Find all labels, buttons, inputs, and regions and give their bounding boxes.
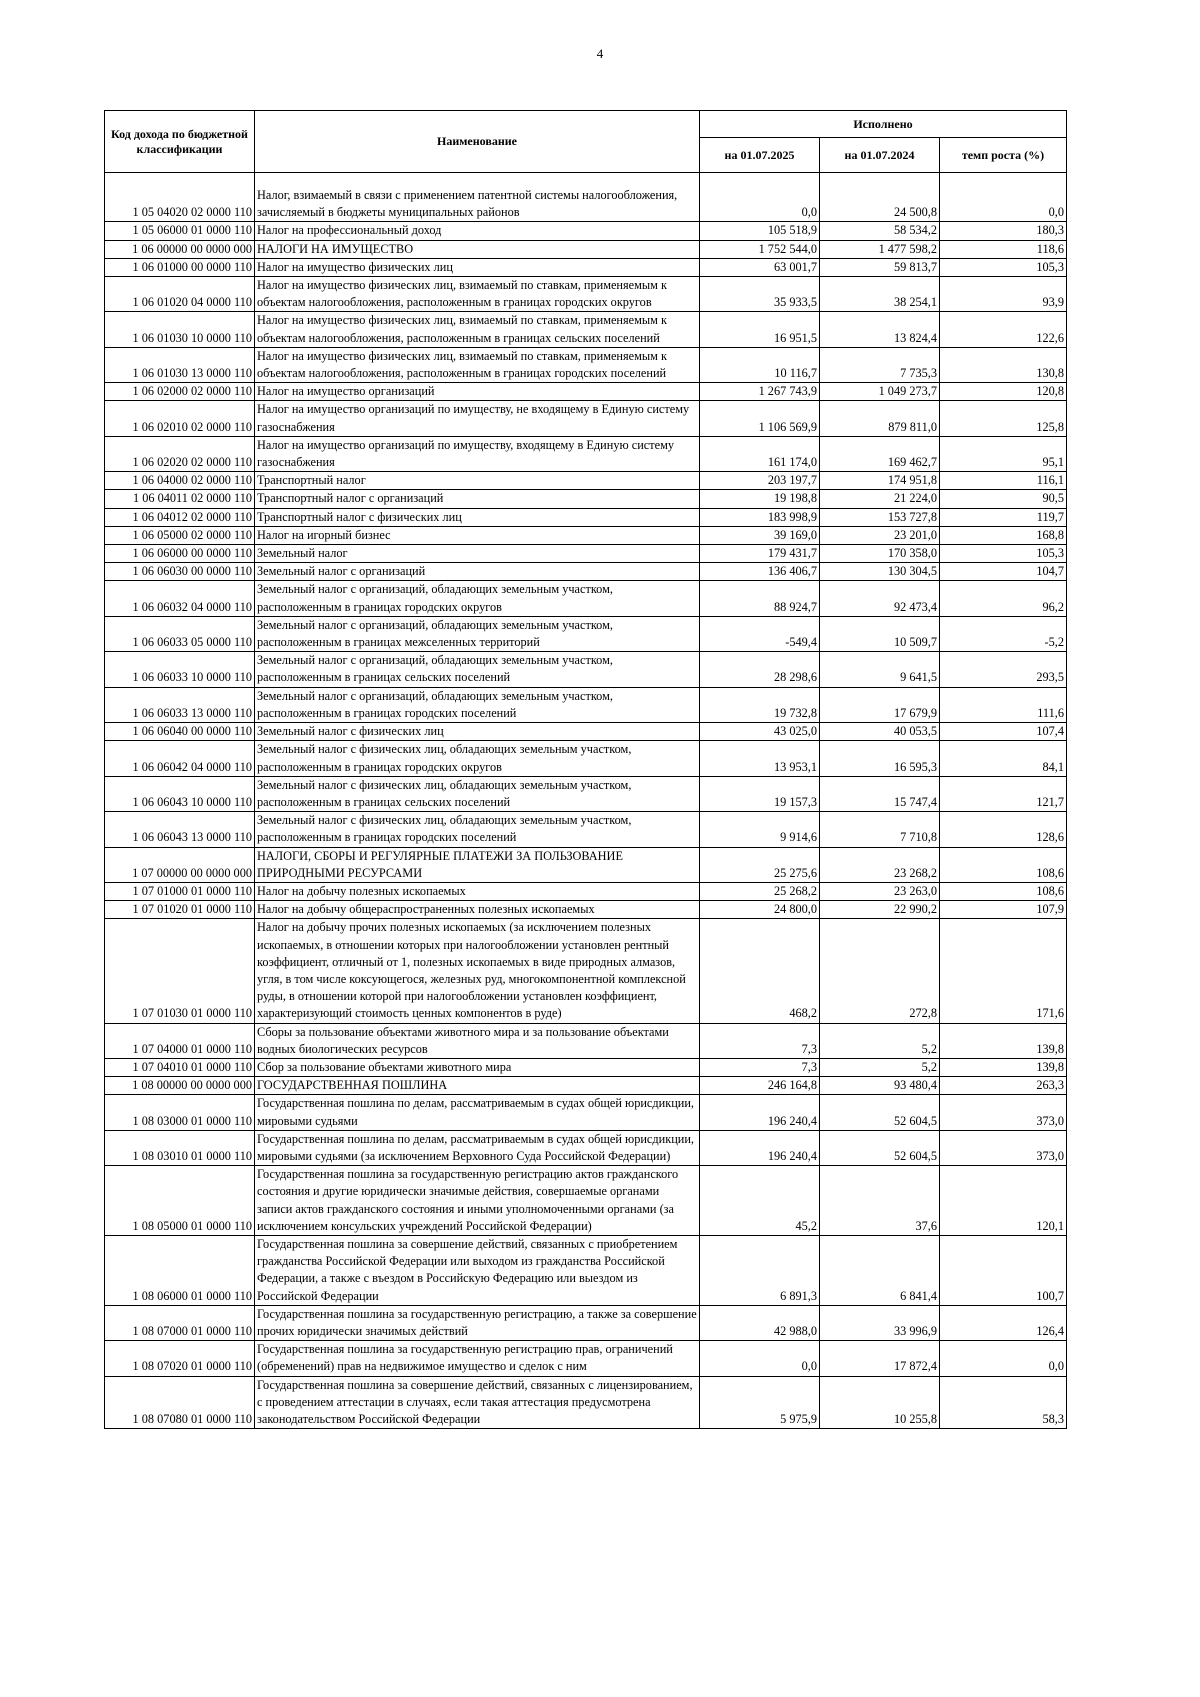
row-code: 1 06 06033 10 0000 110	[105, 652, 255, 687]
row-code: 1 06 00000 00 0000 000	[105, 240, 255, 258]
row-growth: 119,7	[940, 508, 1067, 526]
row-code: 1 06 04000 02 0000 110	[105, 472, 255, 490]
row-value-2025: 39 169,0	[700, 526, 820, 544]
row-value-2024: 174 951,8	[820, 472, 940, 490]
row-value-2025: 16 951,5	[700, 312, 820, 347]
row-name: Земельный налог	[255, 545, 700, 563]
row-code: 1 08 05000 01 0000 110	[105, 1166, 255, 1236]
header-executed: Исполнено	[700, 111, 1067, 138]
row-value-2024: 58 534,2	[820, 222, 940, 240]
table-row	[105, 277, 1067, 312]
table-body	[105, 173, 1067, 1429]
row-name: Налог на добычу прочих полезных ископаемых (за исключением полезных ископаемых, в отношении которых при налогообложении установлен рентный коэффициент, отличный от 1, полезных ископаемых в виде природных алмазов, угля, в том числе коксующегося, железных руд, многокомпонентной комплексной руды, в отношении которой при налогообложении установлен коэффициент, характеризующий стоимость ценных компонентов в руде)	[255, 919, 700, 1023]
table-row	[105, 723, 1067, 741]
row-value-2025: 42 988,0	[700, 1305, 820, 1340]
row-value-2025: -549,4	[700, 616, 820, 651]
row-value-2025: 1 267 743,9	[700, 383, 820, 401]
table-row	[105, 401, 1067, 436]
row-value-2024: 24 500,8	[820, 187, 940, 222]
row-growth: 58,3	[940, 1376, 1067, 1429]
row-growth: 263,3	[940, 1077, 1067, 1095]
table-row	[105, 1058, 1067, 1076]
row-name: ГОСУДАРСТВЕННАЯ ПОШЛИНА	[255, 1077, 700, 1095]
row-growth: 107,9	[940, 901, 1067, 919]
row-name: Налог на имущество физических лиц	[255, 258, 700, 276]
row-code: 1 07 04000 01 0000 110	[105, 1023, 255, 1058]
row-code: 1 06 01030 13 0000 110	[105, 347, 255, 382]
row-name: НАЛОГИ НА ИМУЩЕСТВО	[255, 240, 700, 258]
row-growth: -5,2	[940, 616, 1067, 651]
row-code: 1 06 06032 04 0000 110	[105, 581, 255, 616]
row-value-2024: 23 268,2	[820, 847, 940, 882]
row-name: Земельный налог с физических лиц, обладающих земельным участком, расположенным в границах сельских поселений	[255, 776, 700, 811]
row-value-2025: 19 732,8	[700, 687, 820, 722]
row-growth: 293,5	[940, 652, 1067, 687]
row-growth: 95,1	[940, 436, 1067, 471]
row-code: 1 06 06042 04 0000 110	[105, 741, 255, 776]
row-code: 1 06 06033 13 0000 110	[105, 687, 255, 722]
row-name: Налог на имущество организаций	[255, 383, 700, 401]
row-value-2024: 170 358,0	[820, 545, 940, 563]
row-value-2025: 0,0	[700, 187, 820, 222]
row-name: Земельный налог с организаций, обладающих земельным участком, расположенным в границах городских округов	[255, 581, 700, 616]
row-growth: 0,0	[940, 1341, 1067, 1376]
row-value-2025: 196 240,4	[700, 1095, 820, 1130]
row-code: 1 07 01000 01 0000 110	[105, 882, 255, 900]
row-code: 1 06 06040 00 0000 110	[105, 723, 255, 741]
row-value-2025: 7,3	[700, 1058, 820, 1076]
row-value-2024: 7 735,3	[820, 347, 940, 382]
row-value-2024: 272,8	[820, 919, 940, 1023]
row-code: 1 07 00000 00 0000 000	[105, 847, 255, 882]
row-value-2024: 169 462,7	[820, 436, 940, 471]
row-name: Сборы за пользование объектами животного мира и за пользование объектами водных биологических ресурсов	[255, 1023, 700, 1058]
row-name: Налог на профессиональный доход	[255, 222, 700, 240]
table-row	[105, 383, 1067, 401]
row-code: 1 06 01020 04 0000 110	[105, 277, 255, 312]
table-row	[105, 581, 1067, 616]
row-value-2024: 6 841,4	[820, 1235, 940, 1305]
row-name: Транспортный налог с физических лиц	[255, 508, 700, 526]
row-name: Земельный налог с организаций, обладающих земельным участком, расположенным в границах межселенных территорий	[255, 616, 700, 651]
row-code: 1 07 01020 01 0000 110	[105, 901, 255, 919]
row-growth: 373,0	[940, 1130, 1067, 1165]
row-code: 1 06 06043 13 0000 110	[105, 812, 255, 847]
row-value-2025: 1 752 544,0	[700, 240, 820, 258]
row-value-2024: 52 604,5	[820, 1130, 940, 1165]
row-name: Налог на имущество физических лиц, взимаемый по ставкам, применяемым к объектам налогообложения, расположенным в границах городских округов	[255, 277, 700, 312]
row-growth: 100,7	[940, 1235, 1067, 1305]
row-value-2024: 21 224,0	[820, 490, 940, 508]
table-row	[105, 1166, 1067, 1236]
row-code: 1 06 01030 10 0000 110	[105, 312, 255, 347]
row-value-2025: 25 268,2	[700, 882, 820, 900]
row-value-2024: 9 641,5	[820, 652, 940, 687]
spacer-row	[105, 173, 1067, 188]
row-name: Налог на имущество организаций по имуществу, не входящему в Единую систему газоснабжения	[255, 401, 700, 436]
row-value-2024: 10 509,7	[820, 616, 940, 651]
row-code: 1 06 05000 02 0000 110	[105, 526, 255, 544]
row-name: Земельный налог с организаций	[255, 563, 700, 581]
row-growth: 168,8	[940, 526, 1067, 544]
row-value-2025: 35 933,5	[700, 277, 820, 312]
row-growth: 107,4	[940, 723, 1067, 741]
row-code: 1 08 07000 01 0000 110	[105, 1305, 255, 1340]
row-value-2025: 179 431,7	[700, 545, 820, 563]
row-value-2024: 22 990,2	[820, 901, 940, 919]
row-growth: 84,1	[940, 741, 1067, 776]
row-value-2025: 183 998,9	[700, 508, 820, 526]
table-row	[105, 687, 1067, 722]
row-name: Государственная пошлина за совершение действий, связанных с приобретением гражданства Российской Федерации или выходом из гражданства Российской Федерации, а также с въездом в Российскую Федерацию или выездом из Российской Федерации	[255, 1235, 700, 1305]
row-value-2024: 38 254,1	[820, 277, 940, 312]
row-value-2025: 0,0	[700, 1341, 820, 1376]
row-growth: 108,6	[940, 847, 1067, 882]
row-code: 1 07 04010 01 0000 110	[105, 1058, 255, 1076]
row-name: Земельный налог с физических лиц, обладающих земельным участком, расположенным в границах городских поселений	[255, 812, 700, 847]
row-growth: 122,6	[940, 312, 1067, 347]
row-growth: 104,7	[940, 563, 1067, 581]
header-code: Код дохода по бюджетной классификации	[105, 111, 255, 173]
row-growth: 139,8	[940, 1058, 1067, 1076]
row-value-2025: 161 174,0	[700, 436, 820, 471]
row-growth: 126,4	[940, 1305, 1067, 1340]
row-value-2024: 15 747,4	[820, 776, 940, 811]
row-code: 1 08 03000 01 0000 110	[105, 1095, 255, 1130]
table-row	[105, 436, 1067, 471]
row-value-2024: 17 679,9	[820, 687, 940, 722]
row-growth: 171,6	[940, 919, 1067, 1023]
row-name: Государственная пошлина за совершение действий, связанных с лицензированием, с проведением аттестации в случаях, если такая аттестация предусмотрена законодательством Российской Федерации	[255, 1376, 700, 1429]
row-code: 1 06 06000 00 0000 110	[105, 545, 255, 563]
row-code: 1 08 00000 00 0000 000	[105, 1077, 255, 1095]
row-value-2025: 203 197,7	[700, 472, 820, 490]
table-row	[105, 882, 1067, 900]
table-row	[105, 919, 1067, 1023]
row-code: 1 06 06030 00 0000 110	[105, 563, 255, 581]
row-value-2024: 879 811,0	[820, 401, 940, 436]
row-code: 1 08 06000 01 0000 110	[105, 1235, 255, 1305]
row-value-2024: 153 727,8	[820, 508, 940, 526]
row-name: Земельный налог с организаций, обладающих земельным участком, расположенным в границах сельских поселений	[255, 652, 700, 687]
row-code: 1 06 02010 02 0000 110	[105, 401, 255, 436]
row-growth: 90,5	[940, 490, 1067, 508]
row-code: 1 06 04012 02 0000 110	[105, 508, 255, 526]
row-value-2024: 130 304,5	[820, 563, 940, 581]
table-row	[105, 812, 1067, 847]
row-code: 1 05 06000 01 0000 110	[105, 222, 255, 240]
row-growth: 116,1	[940, 472, 1067, 490]
row-name: Сбор за пользование объектами животного мира	[255, 1058, 700, 1076]
row-value-2025: 136 406,7	[700, 563, 820, 581]
header-name: Наименование	[255, 111, 700, 173]
row-name: Государственная пошлина за государственную регистрацию актов гражданского состояния и другие юридически значимые действия, совершаемые органами записи актов гражданского состояния и иными уполномоченными органами (за исключением консульских учреждений Российской Федерации)	[255, 1166, 700, 1236]
row-value-2025: 43 025,0	[700, 723, 820, 741]
table-row	[105, 1095, 1067, 1130]
table-row	[105, 508, 1067, 526]
row-growth: 120,1	[940, 1166, 1067, 1236]
row-growth: 139,8	[940, 1023, 1067, 1058]
row-name: Налог, взимаемый в связи с применением патентной системы налогообложения, зачисляемый в бюджеты муниципальных районов	[255, 187, 700, 222]
table-row	[105, 652, 1067, 687]
table-row	[105, 616, 1067, 651]
row-value-2025: 246 164,8	[700, 1077, 820, 1095]
row-code: 1 06 06033 05 0000 110	[105, 616, 255, 651]
row-code: 1 08 07080 01 0000 110	[105, 1376, 255, 1429]
row-name: Налог на имущество физических лиц, взимаемый по ставкам, применяемым к объектам налогообложения, расположенным в границах городских поселений	[255, 347, 700, 382]
row-name: Земельный налог с физических лиц, обладающих земельным участком, расположенным в границах городских округов	[255, 741, 700, 776]
row-value-2024: 92 473,4	[820, 581, 940, 616]
row-growth: 373,0	[940, 1095, 1067, 1130]
row-growth: 118,6	[940, 240, 1067, 258]
row-name: Государственная пошлина за государственную регистрацию, а также за совершение прочих юридически значимых действий	[255, 1305, 700, 1340]
row-name: Налог на имущество физических лиц, взимаемый по ставкам, применяемым к объектам налогообложения, расположенным в границах сельских поселений	[255, 312, 700, 347]
header-growth: темп роста (%)	[940, 138, 1067, 173]
row-name: Налог на добычу общераспространенных полезных ископаемых	[255, 901, 700, 919]
row-name: Земельный налог с организаций, обладающих земельным участком, расположенным в границах городских поселений	[255, 687, 700, 722]
row-growth: 125,8	[940, 401, 1067, 436]
table-row	[105, 526, 1067, 544]
row-value-2024: 93 480,4	[820, 1077, 940, 1095]
row-value-2025: 105 518,9	[700, 222, 820, 240]
row-value-2025: 9 914,6	[700, 812, 820, 847]
row-code: 1 06 02000 02 0000 110	[105, 383, 255, 401]
row-growth: 96,2	[940, 581, 1067, 616]
row-value-2024: 1 049 273,7	[820, 383, 940, 401]
row-growth: 105,3	[940, 258, 1067, 276]
row-name: Государственная пошлина за государственную регистрацию прав, ограничений (обременений) прав на недвижимое имущество и сделок с ним	[255, 1341, 700, 1376]
row-value-2024: 13 824,4	[820, 312, 940, 347]
row-name: Налог на добычу полезных ископаемых	[255, 882, 700, 900]
row-name: Транспортный налог	[255, 472, 700, 490]
row-value-2025: 468,2	[700, 919, 820, 1023]
row-value-2025: 5 975,9	[700, 1376, 820, 1429]
row-name: Транспортный налог с организаций	[255, 490, 700, 508]
row-value-2025: 10 116,7	[700, 347, 820, 382]
table-row	[105, 901, 1067, 919]
row-name: Земельный налог с физических лиц	[255, 723, 700, 741]
table-row	[105, 1305, 1067, 1340]
table-row	[105, 472, 1067, 490]
row-value-2024: 59 813,7	[820, 258, 940, 276]
row-value-2025: 19 198,8	[700, 490, 820, 508]
row-name: Налог на игорный бизнес	[255, 526, 700, 544]
row-growth: 180,3	[940, 222, 1067, 240]
row-name: НАЛОГИ, СБОРЫ И РЕГУЛЯРНЫЕ ПЛАТЕЖИ ЗА ПОЛЬЗОВАНИЕ ПРИРОДНЫМИ РЕСУРСАМИ	[255, 847, 700, 882]
row-value-2025: 1 106 569,9	[700, 401, 820, 436]
row-value-2025: 7,3	[700, 1023, 820, 1058]
row-growth: 128,6	[940, 812, 1067, 847]
row-code: 1 08 07020 01 0000 110	[105, 1341, 255, 1376]
table-row	[105, 741, 1067, 776]
table-row	[105, 1130, 1067, 1165]
table-row	[105, 347, 1067, 382]
row-value-2025: 25 275,6	[700, 847, 820, 882]
row-value-2025: 19 157,3	[700, 776, 820, 811]
row-code: 1 05 04020 02 0000 110	[105, 187, 255, 222]
table-row	[105, 545, 1067, 563]
row-value-2025: 13 953,1	[700, 741, 820, 776]
row-value-2024: 5,2	[820, 1023, 940, 1058]
revenue-table	[104, 110, 1067, 1429]
row-value-2024: 1 477 598,2	[820, 240, 940, 258]
row-growth: 108,6	[940, 882, 1067, 900]
row-value-2024: 17 872,4	[820, 1341, 940, 1376]
row-growth: 130,8	[940, 347, 1067, 382]
row-code: 1 06 02020 02 0000 110	[105, 436, 255, 471]
row-value-2024: 10 255,8	[820, 1376, 940, 1429]
row-value-2025: 28 298,6	[700, 652, 820, 687]
row-growth: 111,6	[940, 687, 1067, 722]
row-name: Налог на имущество организаций по имуществу, входящему в Единую систему газоснабжения	[255, 436, 700, 471]
row-code: 1 06 04011 02 0000 110	[105, 490, 255, 508]
row-value-2024: 5,2	[820, 1058, 940, 1076]
row-code: 1 06 01000 00 0000 110	[105, 258, 255, 276]
row-growth: 93,9	[940, 277, 1067, 312]
table-row	[105, 1376, 1067, 1429]
table-row	[105, 312, 1067, 347]
table-row	[105, 847, 1067, 882]
header-col-2024: на 01.07.2024	[820, 138, 940, 173]
table-row	[105, 222, 1067, 240]
row-value-2024: 33 996,9	[820, 1305, 940, 1340]
table-row	[105, 1341, 1067, 1376]
table-row	[105, 187, 1067, 222]
row-code: 1 08 03010 01 0000 110	[105, 1130, 255, 1165]
row-growth: 0,0	[940, 187, 1067, 222]
row-value-2025: 88 924,7	[700, 581, 820, 616]
table-row	[105, 776, 1067, 811]
row-value-2024: 52 604,5	[820, 1095, 940, 1130]
row-value-2024: 23 263,0	[820, 882, 940, 900]
row-value-2025: 63 001,7	[700, 258, 820, 276]
row-name: Государственная пошлина по делам, рассматриваемым в судах общей юрисдикции, мировыми судьями (за исключением Верховного Суда Российской Федерации)	[255, 1130, 700, 1165]
row-value-2024: 37,6	[820, 1166, 940, 1236]
row-value-2024: 16 595,3	[820, 741, 940, 776]
table-row	[105, 490, 1067, 508]
row-value-2025: 45,2	[700, 1166, 820, 1236]
table-row	[105, 1023, 1067, 1058]
table-row	[105, 563, 1067, 581]
row-value-2024: 23 201,0	[820, 526, 940, 544]
table-row	[105, 258, 1067, 276]
header-col-2025: на 01.07.2025	[700, 138, 820, 173]
row-value-2025: 196 240,4	[700, 1130, 820, 1165]
row-growth: 105,3	[940, 545, 1067, 563]
table-row	[105, 240, 1067, 258]
row-name: Государственная пошлина по делам, рассматриваемым в судах общей юрисдикции, мировыми судьями	[255, 1095, 700, 1130]
row-code: 1 07 01030 01 0000 110	[105, 919, 255, 1023]
row-value-2025: 6 891,3	[700, 1235, 820, 1305]
page-number: 4	[596, 46, 604, 61]
row-growth: 121,7	[940, 776, 1067, 811]
row-growth: 120,8	[940, 383, 1067, 401]
row-code: 1 06 06043 10 0000 110	[105, 776, 255, 811]
row-value-2024: 40 053,5	[820, 723, 940, 741]
table-row	[105, 1235, 1067, 1305]
row-value-2024: 7 710,8	[820, 812, 940, 847]
row-value-2025: 24 800,0	[700, 901, 820, 919]
table-row	[105, 1077, 1067, 1095]
